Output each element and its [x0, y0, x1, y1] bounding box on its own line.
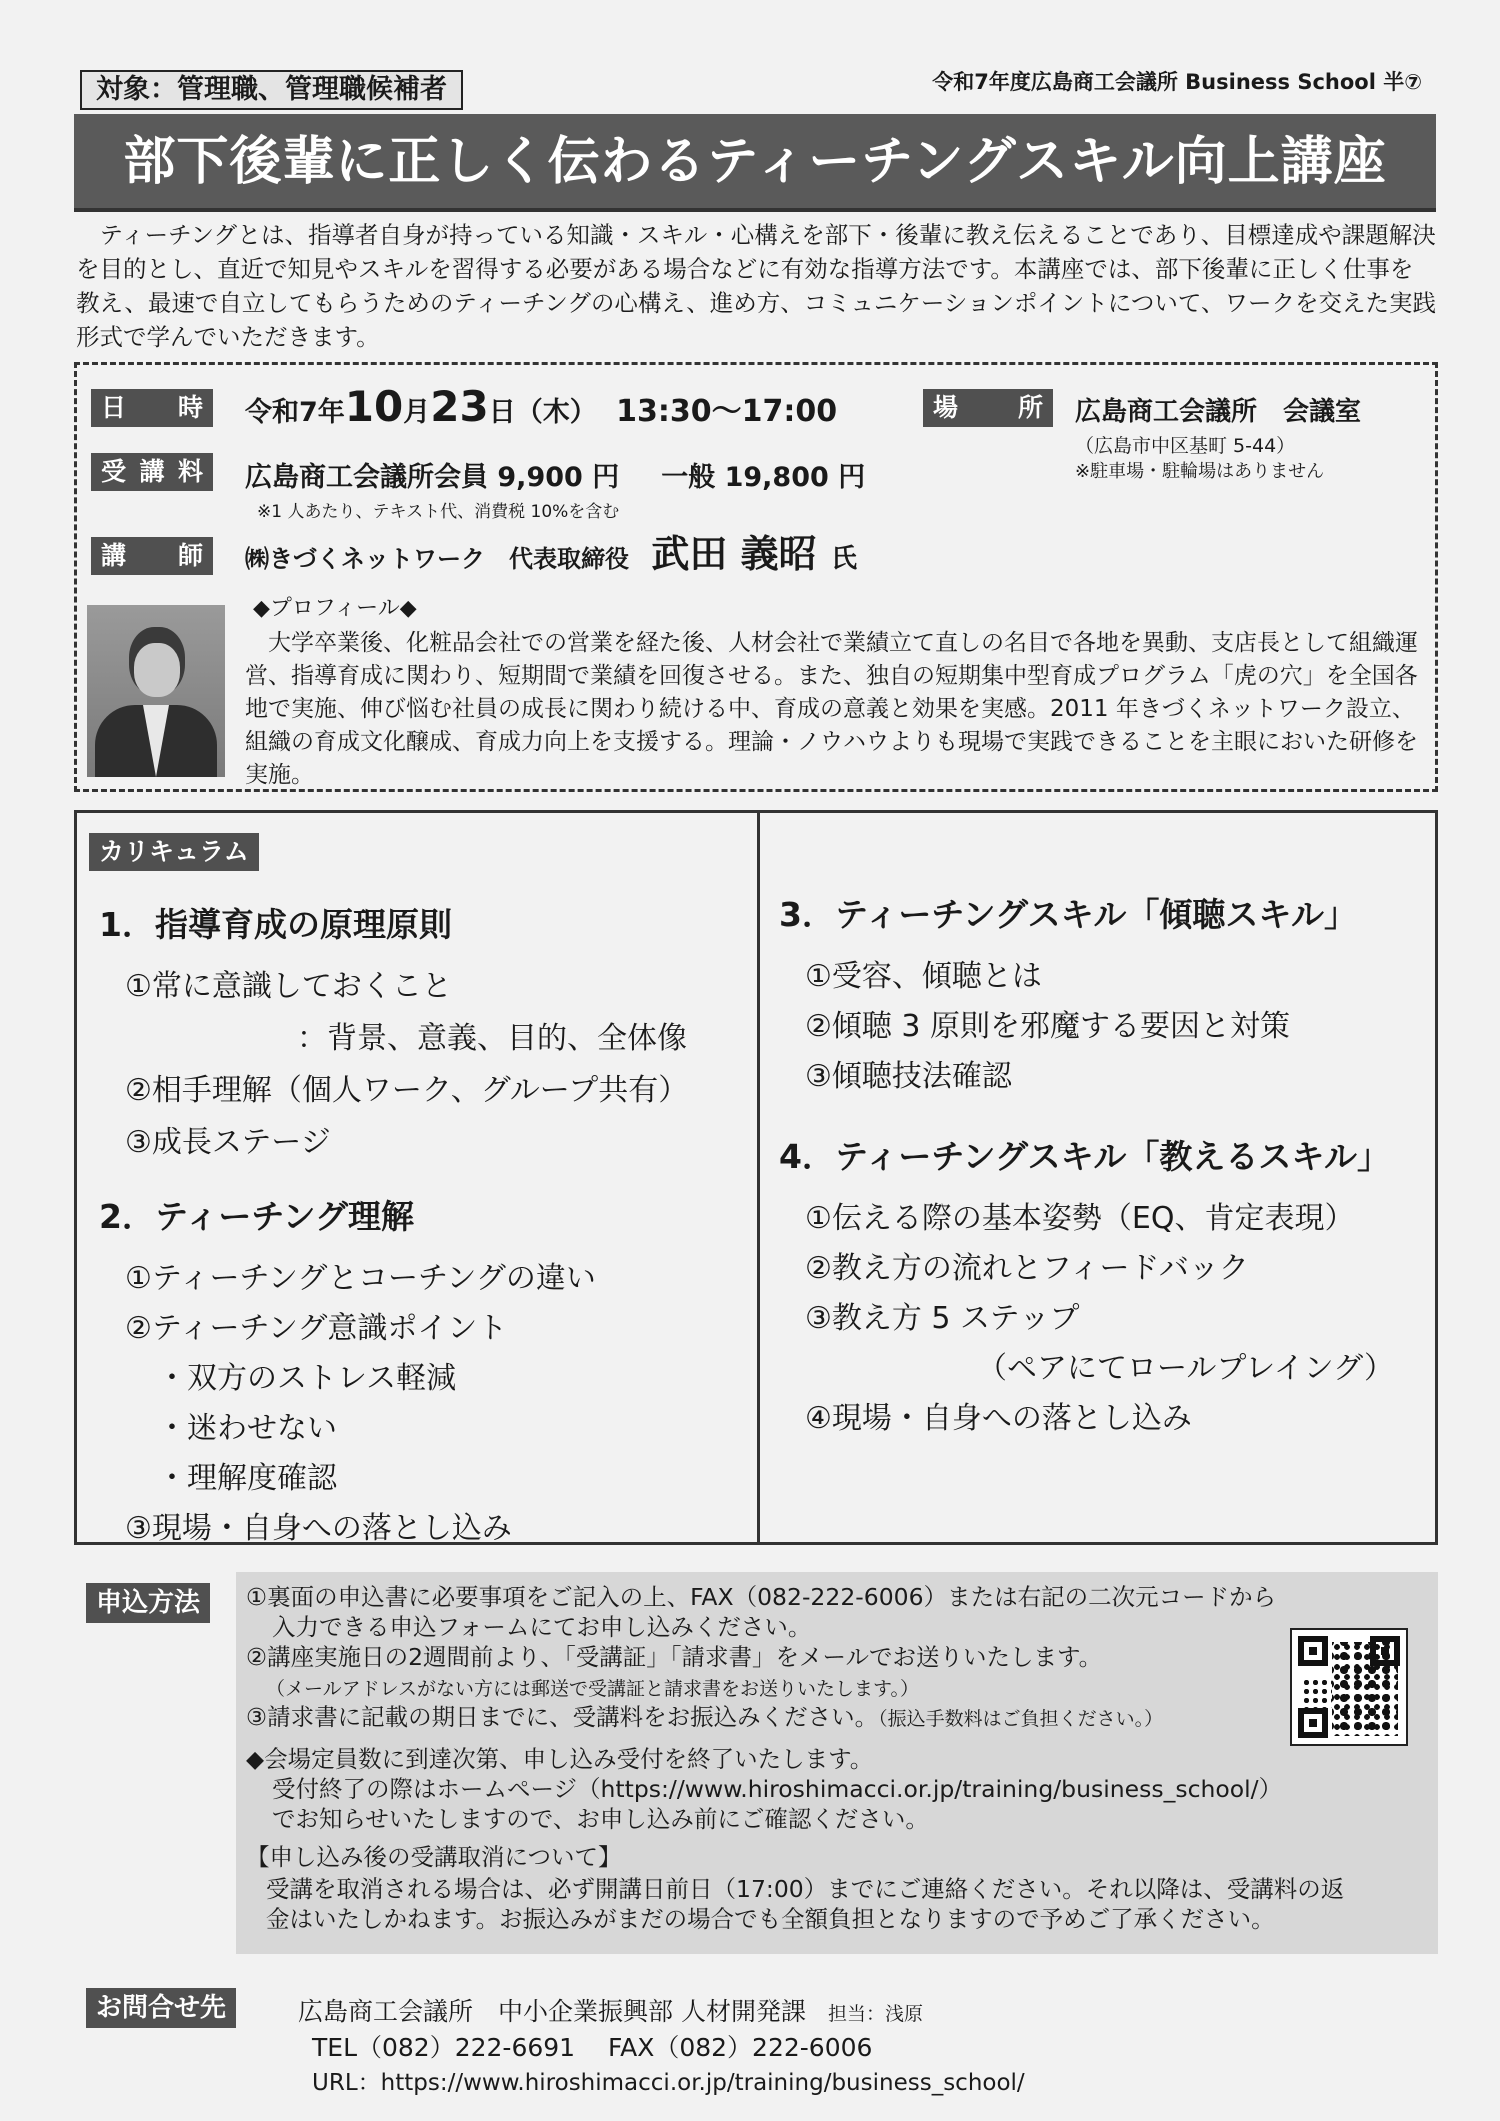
contact-url[interactable]: URL：https://www.hiroshimacci.or.jp/training/business_school/ — [312, 2070, 1025, 2096]
section-3-title: 3．ティーチングスキル「傾聴スキル」 — [779, 895, 1358, 934]
contact-tel: TEL（082）222-6691 FAX（082）222-6006 — [312, 2033, 873, 2062]
apply-line: 受付終了の際はホームページ（https://www.hiroshimacci.or.jp/training/business_school/） — [272, 1775, 1283, 1803]
apply-line: （メールアドレスがない方には郵送で受講証と請求書をお送りいたします。） — [266, 1678, 920, 1700]
apply-line: でお知らせいたしますので、お申し込み前にご確認ください。 — [272, 1805, 929, 1833]
list-item: ・理解度確認 — [157, 1461, 337, 1496]
list-item: ④現場・自身への落とし込み — [805, 1401, 1192, 1436]
lecturer-text: ㈱きづくネットワーク 代表取締役 武田 義昭 氏 — [245, 532, 857, 576]
profile-text: 大学卒業後、化粧品会社での営業を経た後、人材会社で業績立て直しの名目で各地を異動、支店長として組織運営、指導育成に関わり、短期間で業績を回復させる。また、独自の短期集中型育成プログラム「虎の穴」を全国各地で実施、伸び悩む社員の成長に関わり続ける中、育成の意義と効果を実感。2011 年きづくネットワーク設立、組織の育成文化醸成、育成力向上を支援する。理論・ノウハウよりも現場で実践できることを主眼においた研修を実施。 — [245, 630, 1418, 788]
list-item: ①伝える際の基本姿勢（EQ、肯定表現） — [805, 1201, 1355, 1236]
section-1-title: 1．指導育成の原理原則 — [99, 905, 452, 944]
target-audience-tag: 対象：管理職、管理職候補者 — [80, 70, 463, 110]
list-item: ②相手理解（個人ワーク、グループ共有） — [125, 1073, 689, 1108]
apply-line: 入力できる申込フォームにてお申し込みください。 — [272, 1613, 812, 1641]
curriculum-box — [74, 810, 1438, 1545]
list-item: ②傾聴 3 原則を邪魔する要因と対策 — [805, 1009, 1291, 1044]
list-item: ①ティーチングとコーチングの違い — [125, 1261, 596, 1296]
venue-name: 広島商工会議所 会議室 — [1075, 397, 1362, 427]
list-item: （ペアにてロールプレイング） — [977, 1351, 1394, 1386]
lecturer-photo — [87, 605, 225, 777]
apply-line: ②講座実施日の2週間前より、「受講証」「請求書」をメールでお送りいたします。 — [246, 1643, 1103, 1671]
date-label: 日 時 — [91, 389, 213, 427]
list-item: ①受容、傾聴とは — [805, 959, 1042, 994]
curriculum-label: カリキュラム — [89, 833, 259, 871]
list-item: ②ティーチング意識ポイント — [125, 1311, 508, 1346]
contact-label: お問合せ先 — [86, 1988, 236, 2028]
fee-note: ※1 人あたり、テキスト代、消費税 10%を含む — [257, 502, 620, 522]
info-box — [74, 362, 1438, 792]
intro-text: ティーチングとは、指導者自身が持っている知識・スキル・心構えを部下・後輩に教え伝えることであり、目標達成や課題解決を目的とし、直近で知見やスキルを習得する必要がある場合などに有効な指導方法です。本講座では、部下後輩に正しく仕事を教え、最速で自立してもらうためのティーチングの心構え、進め方、コミュニケーションポイントについて、ワークを交えた実践形式で学んでいただきます。 — [76, 221, 1436, 351]
section-2-title: 2．ティーチング理解 — [99, 1197, 415, 1236]
page-title: 部下後輩に正しく伝わるティーチングスキル向上講座 — [123, 132, 1387, 192]
list-item: ③成長ステージ — [125, 1125, 331, 1160]
venue-label: 場 所 — [923, 389, 1053, 427]
lecturer-label: 講 師 — [91, 537, 213, 575]
list-item: ・迷わせない — [157, 1411, 337, 1446]
list-item: ①常に意識しておくこと — [125, 969, 452, 1004]
title-bar — [74, 114, 1436, 212]
venue-address: （広島市中区基町 5-44） — [1075, 435, 1296, 457]
curriculum-divider — [757, 813, 760, 1542]
apply-line: ①裏面の申込書に必要事項をご記入の上、FAX（082-222-6006）または右記の二次元コードから — [246, 1583, 1277, 1611]
apply-line: ③請求書に記載の期日までに、受講料をお振込みください。（振込手数料はご負担ください。） — [246, 1703, 1164, 1731]
list-item: ③傾聴技法確認 — [805, 1059, 1012, 1094]
apply-box — [236, 1572, 1438, 1954]
fee-text: 広島商工会議所会員 9,900 円 一般 19,800 円 — [245, 462, 866, 493]
list-item: ③教え方 5 ステップ — [805, 1301, 1080, 1336]
qr-code[interactable] — [1290, 1628, 1408, 1746]
apply-label: 申込方法 — [86, 1583, 210, 1623]
venue-note: ※駐車場・駐輪場はありません — [1075, 461, 1325, 482]
date-text: 令和7年10月23日（木） 13:30〜17:00 — [245, 382, 838, 431]
contact-org: 広島商工会議所 中小企業振興部 人材開発課 担当：浅原 — [298, 1997, 923, 2026]
list-item: ：背景、意義、目的、全体像 — [297, 1021, 687, 1056]
apply-line: 【申し込み後の受講取消について】 — [246, 1843, 622, 1871]
apply-line: 金はいたしかねます。お振込みがまだの場合でも全額負担となりますので予めご了承ください。 — [266, 1905, 1275, 1933]
list-item: ③現場・自身への落とし込み — [125, 1511, 512, 1546]
list-item: ②教え方の流れとフィードバック — [805, 1251, 1249, 1286]
fee-label: 受 講 料 — [91, 453, 213, 491]
apply-line: 受講を取消される場合は、必ず開講日前日（17:00）までにご連絡ください。それ以降は、受講料の返 — [266, 1875, 1345, 1903]
profile-heading: ◆プロフィール◆ — [253, 596, 417, 621]
apply-line: ◆会場定員数に到達次第、申し込み受付を終了いたします。 — [246, 1745, 874, 1773]
section-4-title: 4．ティーチングスキル「教えるスキル」 — [779, 1137, 1391, 1176]
list-item: ・双方のストレス軽減 — [157, 1361, 457, 1396]
series-label: 令和7年度広島商工会議所 Business School 半⑦ — [932, 70, 1422, 94]
